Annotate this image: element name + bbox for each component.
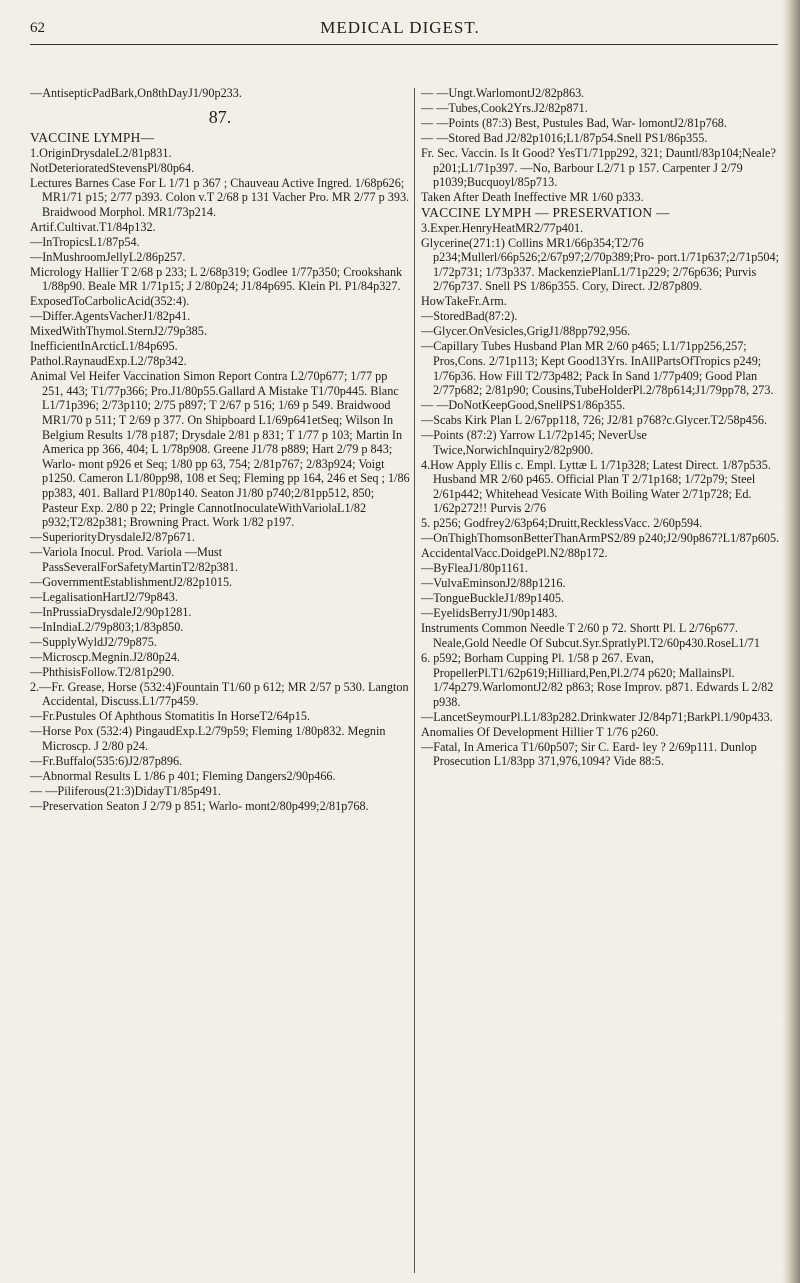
page-title: MEDICAL DIGEST. <box>320 18 480 37</box>
index-entry: —SupplyWyldJ2/79p875. <box>30 634 157 649</box>
index-entry: —InMushroomJellyL2/86p257. <box>30 249 186 264</box>
index-entry: 2.—Fr. Grease, Horse (532:4)Fountain T1/60 p 612; MR 2/57 p 530. Langton Accidental, Discuss.L1/77p459. <box>30 679 409 709</box>
index-entry: —InPrussiaDrysdaleJ2/90p1281. <box>30 604 192 619</box>
section-heading: VACCINE LYMPH — PRESERVATION — <box>421 204 670 220</box>
index-entry: Anomalies Of Development Hillier T 1/76 p260. <box>421 724 659 739</box>
index-entry: —TongueBuckleJ1/89p1405. <box>421 591 565 606</box>
index-entry: MixedWithThymol.SternJ2/79p385. <box>30 324 207 339</box>
section-heading: VACCINE LYMPH— <box>30 129 155 145</box>
index-entry: —Fr.Pustules Of Aphthous Stomatitis In HorseT2/64p15. <box>30 709 310 724</box>
index-entry: — —Tubes,Cook2Yrs.J2/82p871. <box>421 100 588 115</box>
index-entry: —GovernmentEstablishmentJ2/82p1015. <box>30 574 233 589</box>
index-entry: 3.Exper.HenryHeatMR2/77p401. <box>421 220 584 235</box>
index-entry: Glycerine(271:1) Collins MR1/66p354;T2/76 p234;Mullerl/66p526;2/67p97;2/70p389;Pro- port.1/71p637;2/71p504; 1/72p731; 1/73p337. MackenziePlanL1/71p229; 2/76p636; Purvis 2/76p737. Snell PS 1/86p355. Cory, Direct. J2/87p809. <box>421 235 779 294</box>
index-entry: Instruments Common Needle T 2/60 p 72. Shortt Pl. L 2/76p677. Neale,Gold Needle Of Subcut.Syr.SpratlyPl.T2/60p430.RoseL1/71 <box>421 621 760 650</box>
index-entry: Taken After Death Ineffective MR 1/60 p333. <box>421 190 644 205</box>
index-entry: — —Points (87:3) Best, Pustules Bad, War- lomontJ2/81p768. <box>421 115 727 130</box>
index-entry: —Scabs Kirk Plan L 2/67pp118, 726; J2/81 p768?c.Glycer.T2/58p456. <box>421 413 768 428</box>
index-entry: Fr. Sec. Vaccin. Is It Good? YesT1/71pp292, 321; Dauntl/83p104;Neale?p201;L1/71p397. —No, Barbour L2/71 p 157. Carpenter J 2/79 p1039;Bucquoyl/85p713. <box>421 145 776 190</box>
index-entry: —InTropicsL1/87p54. <box>30 234 140 249</box>
index-entry: Lectures Barnes Case For L 1/71 p 367 ; Chauveau Active Ingred. 1/68p626; MR1/71 p15; 2/77 p393. Colon v.T 2/68 p 131 Vacher Pro. MR 2/77 p 393. Braidwood Morphol. MR1/73p214. <box>30 175 410 219</box>
column-divider <box>414 88 415 1273</box>
page-edge-shadow <box>782 0 800 1283</box>
index-entry: — —Piliferous(21:3)DidayT1/85p491. <box>30 783 221 798</box>
index-entry: —VulvaEminsonJ2/88p1216. <box>421 576 566 591</box>
index-entry: —Variola Inocul. Prod. Variola —Must PassSeveralForSafetyMartinT2/82p381. <box>30 545 238 574</box>
index-entry: —LancetSeymourPl.L1/83p282.Drinkwater J2/84p71;BarkPl.1/90p433. <box>421 709 773 724</box>
index-entry: Artif.Cultivat.T1/84p132. <box>30 219 156 234</box>
index-entry: 1.OriginDrysdaleL2/81p831. <box>30 145 172 160</box>
index-entry: —SuperiorityDrysdaleJ2/87p671. <box>30 530 195 545</box>
index-entry: 5. p256; Godfrey2/63p64;Druitt,RecklessVacc. 2/60p594. <box>421 516 703 531</box>
index-entry: HowTakeFr.Arm. <box>421 294 507 309</box>
index-entry: 6. p592; Borham Cupping Pl. 1/58 p 267. Evan, PropellerPl.T1/62p619;Hilliard,Pen,Pl.2/74 p620; MallainsPl. 1/74p279.WarlomontJ2/82 p863; Rose Improv. p871. Edwards L 2/82 p938. <box>421 650 774 709</box>
index-entry: — —DoNotKeepGood,SnellPS1/86p355. <box>421 398 626 413</box>
index-entry: Animal Vel Heifer Vaccination Simon Report Contra L2/70p677; 1/77 pp 251, 443; T1/77p366; Pro.J1/80p55.Gallard A Mistake T1/70p445. Blanc L1/71p396; 2/73p110; 2/75 p897; T 2/67 p 516; 1/69 p 549. Braidwood MR1/70 p 511; T 2/69 p 377. On Shipboard L1/69p641etSeq; Wilson In Belgium Results 1/78 p187; Drysdale 2/81 p 831; T 1/77 p 103; Martin In America pp 366, 404; L 1/78p908. Greene J1/78 p889; Hart 2/79 p 843; Warlo- mont p926 et Seq; 1/80 pp 63, 754; 2/81p767; 2/83p924; Voigt p1250. Cameron L1/80pp98, 108 et Seq; Fleming pp 164, 246 et Seq ; 1/86 pp383, 401. Ballard P1/80p140. Seaton J1/80 p740;2/81pp512, 850; Pasteur Exp. 2/80 p 22; Pringle CannotInoculateWithVariolaL1/82 p932;T2/82p381; Browning Pract. Work 1/82 p197. <box>30 369 410 530</box>
left-column <box>30 86 410 814</box>
index-entry: InefficientInArcticL1/84p695. <box>30 339 178 354</box>
section-number: 87. <box>208 106 232 127</box>
index-entry: — —Stored Bad J2/82p1016;L1/87p54.Snell PS1/86p355. <box>421 130 708 145</box>
index-entry: — —Ungt.WarlomontJ2/82p863. <box>421 86 585 100</box>
index-entry: —Microscp.Megnin.J2/80p24. <box>30 649 180 664</box>
index-entry: —LegalisationHartJ2/79p843. <box>30 589 178 604</box>
index-entry: —Capillary Tubes Husband Plan MR 2/60 p465; L1/71pp256,257; Pros,Cons. 2/71p113; Kept Good13Yrs. InAllPartsOfTropics p249; 1/76p36. How Fill T2/73p482; Pack In Sand 1/77p409; Good Plan 2/77p682; 2/81p90; Cousins,TubeHolderPl.2/78p614;J1/79pp78, 273. <box>421 339 774 398</box>
index-entry: —Points (87:2) Yarrow L1/72p145; NeverUse Twice,NorwichInquiry2/82p900. <box>421 428 647 457</box>
index-entry: —OnThighThomsonBetterThanArmPS2/89 p240;J2/90p867?L1/87p605. <box>421 531 780 546</box>
index-entry: —AntisepticPadBark,On8thDayJ1/90p233. <box>30 86 242 100</box>
index-entry: 4.How Apply Ellis c. Empl. Lyttæ L 1/71p328; Latest Direct. 1/87p535. Husband MR 2/60 p465. Official Plan T 2/71p168; 1/72p79; Steel 2/61p442; Whitehead Vesicate With Boiling Water 2/71p728; Ed. 1/62p272!! Purvis 2/76 <box>421 457 771 516</box>
index-entry: —Horse Pox (532:4) PingaudExp.L2/79p59; Fleming 1/80p832. Megnin Microscp. J 2/80 p24. <box>30 724 386 753</box>
index-entry: —ByFleaJ1/80p1161. <box>421 561 528 576</box>
index-entry: —EyelidsBerryJ1/90p1483. <box>421 606 558 621</box>
page-header <box>30 14 770 40</box>
index-entry: —Abnormal Results L 1/86 p 401; Fleming Dangers2/90p466. <box>30 768 336 783</box>
index-entry: —Glycer.OnVesicles,GrigJ1/88pp792,956. <box>421 324 631 339</box>
page-number: 62 <box>30 20 45 36</box>
index-entry: —StoredBad(87:2). <box>421 309 518 324</box>
index-entry: Micrology Hallier T 2/68 p 233; L 2/68p319; Godlee 1/77p350; Crookshank 1/88p90. Beale MR 1/71p15; J 2/80p24; J1/84p695. Klein Pl. P1/84p327. <box>30 264 403 294</box>
index-entry: —Fatal, In America T1/60p507; Sir C. Eard- ley ? 2/69p111. Dunlop Prosecution L1/83pp 371,976,1094? Vide 88:5. <box>421 739 757 769</box>
index-entry: —PhthisisFollow.T2/81p290. <box>30 664 175 679</box>
index-entry: —Fr.Buffalo(535:6)J2/87p896. <box>30 753 183 768</box>
index-entry: AccidentalVacc.DoidgePl.N2/88p172. <box>421 546 608 561</box>
index-entry: Pathol.RaynaudExp.L2/78p342. <box>30 354 187 369</box>
index-entry: —InIndiaL2/79p803;1/83p850. <box>30 619 184 634</box>
header-rule <box>30 44 778 45</box>
right-column <box>421 86 781 769</box>
index-entry: ExposedToCarbolicAcid(352:4). <box>30 294 190 309</box>
index-entry: NotDeterioratedStevensPl/80p64. <box>30 160 195 175</box>
index-entry: —Preservation Seaton J 2/79 p 851; Warlo- mont2/80p499;2/81p768. <box>30 798 369 813</box>
index-entry: —Differ.AgentsVacherJ1/82p41. <box>30 309 191 324</box>
